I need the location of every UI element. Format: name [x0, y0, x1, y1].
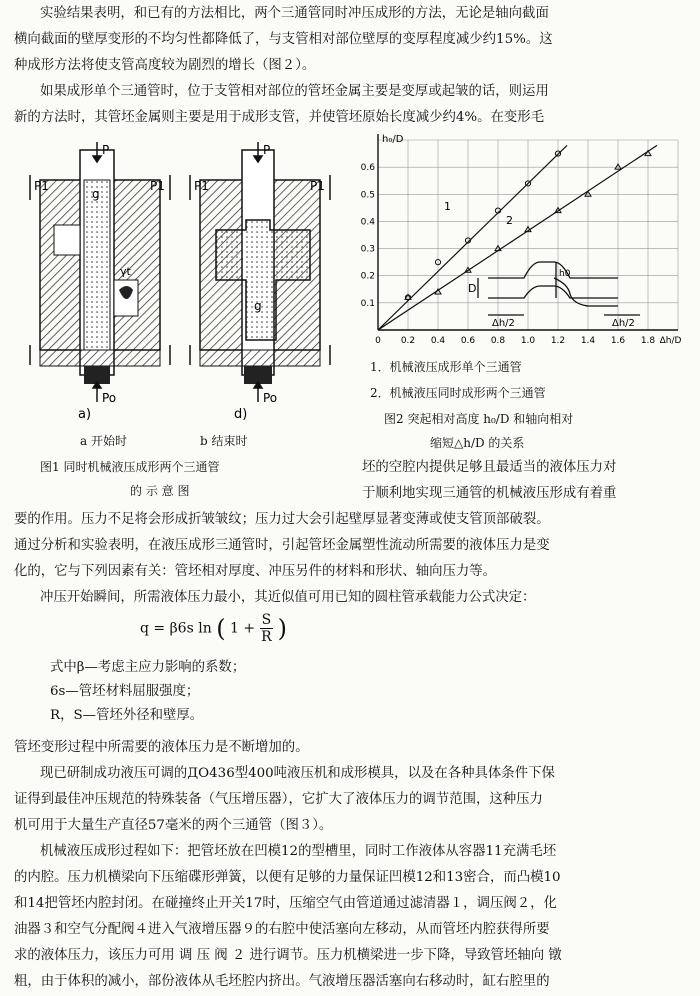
para3-line3: 化的，它与下列因素有关：管坯相对厚度、冲压另件的材料和形状、轴向压力等。	[14, 564, 497, 579]
y-tick-label: 0.3	[360, 244, 375, 255]
y-tick-label: 0.2	[360, 271, 375, 282]
formula-den: R	[261, 629, 272, 645]
fig2-legend2: 2．机械液压同时成形两个三通管	[370, 386, 546, 400]
para1-line3: 种成形方法将使支管高度较为剧烈的增长（图２）。	[14, 58, 316, 73]
para7-line1: 机械液压成形过程如下：把管坯放在凹模12的型槽里，同时工作液体从容器11充满毛坯	[40, 844, 557, 859]
fig1-caption: 图1 同时机械液压成形两个三通管	[40, 460, 220, 474]
figure1-diagram	[20, 140, 350, 430]
para6-line2: 证得到最佳冲压规范的特殊装备（气压增压器），它扩大了液体压力的调节范围，这种压力	[14, 792, 543, 807]
x-tick-label: 1.2	[550, 336, 566, 346]
x-tick-label: 0	[375, 336, 381, 346]
para6-line1: 现已研制成功液压可调的ДО436型400吨液压机和成形模具，以及在各种具体条件下保	[40, 766, 555, 781]
die-end	[200, 150, 320, 384]
x-tick-label: 1.6	[610, 336, 626, 346]
fig1-sub-a: a 开始时	[80, 434, 127, 448]
def1: 式中β—考虑主应力影响的系数；	[50, 660, 246, 675]
fig2-legend1: 1．机械液压成形单个三通管	[370, 360, 522, 374]
para7-line4: 油器３和空气分配阀４进入气液增压器９的右腔中使活塞向左移动，从而管坯内腔获得所要	[14, 922, 550, 937]
y-tick-label: 0.6	[360, 163, 375, 174]
x-tick-label: 1.4	[580, 336, 596, 346]
inset-h0: h0	[559, 269, 571, 279]
x-tick-label: 1.8	[640, 336, 656, 346]
formula-one: 1 +	[230, 620, 256, 637]
inset-d: D	[468, 282, 477, 295]
x-tick-label: 0.2	[400, 336, 416, 346]
x-tick-label: 1.0	[520, 336, 536, 346]
x-tick-label: 0.6	[460, 336, 476, 346]
formula-num: S	[261, 612, 272, 628]
label-p1-b-right: P1	[310, 179, 325, 193]
y-tick-label: 0.5	[360, 190, 375, 201]
def2: 6s—管坯材料屈服强度；	[50, 684, 200, 699]
label-g-b: g	[254, 299, 262, 313]
para4: 冲压开始瞬间，所需液体压力最小，其近似值可用已知的圆柱管承载能力公式决定：	[40, 590, 536, 605]
label-b: d)	[234, 407, 248, 422]
fig1-sub-b: b 结束时	[200, 434, 248, 448]
para3-right-line1: 坯的空腔内提供足够且最适当的液体压力对	[362, 460, 617, 475]
x-tick-label: 0.8	[490, 336, 506, 346]
figure2-chart	[356, 130, 692, 348]
curve1-label: 1	[444, 200, 451, 213]
para7-line6: 粗，由于体积的减小，部份液体从毛坯腔内挤出。气液增压器活塞向右移动时，缸右腔里的	[14, 974, 550, 989]
label-p-b: P	[263, 143, 271, 157]
series-1-line	[378, 145, 567, 330]
formula: q = β6s ln ( 1 + $\frac{S}{R}$ )	[140, 612, 287, 645]
inset-dh2-right: Δh/2	[612, 318, 635, 329]
fig2-caption2: 缩短△h/D 的关系	[430, 436, 525, 450]
inset-dh2-left: Δh/2	[492, 318, 515, 329]
fig1-caption2: 的 示 意 图	[130, 484, 190, 498]
label-p1-a-right: P1	[150, 179, 165, 193]
para6-line3: 机可用于大量生产直径57毫米的两个三通管（图３）。	[14, 818, 333, 833]
y-tick-label: 0.1	[360, 298, 375, 309]
curve2-label: 2	[506, 214, 513, 227]
chart-ticks	[361, 134, 682, 346]
para3-line2: 通过分析和实验表明，在液压成形三通管时，引起管坯金属塑性流动所需要的液体压力是变	[14, 538, 550, 553]
para7-line2: 的内腔。压力机横梁向下压缩碟形弹簧，以便有足够的力量保证凹模12和13密合，而凸模10	[14, 870, 561, 885]
label-vt: γt	[120, 265, 131, 278]
label-a: a)	[78, 407, 92, 422]
y-tick-label: 0.4	[360, 217, 375, 228]
formula-lhs: q = β6s ln	[140, 620, 212, 637]
label-po-b: Po	[263, 391, 278, 405]
label-g-a: g	[92, 187, 100, 201]
label-p1-b-left: P1	[194, 179, 209, 193]
chart-grid	[378, 140, 678, 330]
def3: R，S—管坯外径和壁厚。	[50, 708, 204, 723]
die-start	[40, 150, 160, 384]
para1-line2: 横向截面的壁厚变形的不均匀性都降低了，与支管相对部位壁厚的变厚程度减少约15%。这	[14, 32, 553, 47]
series-2-line	[378, 145, 657, 330]
chart-lines	[378, 145, 657, 330]
y-axis-label: h₀/D	[382, 134, 404, 145]
label-po-a: Po	[102, 391, 117, 405]
para7-line5: 求的液体压力，该压力可用 调 压 阀 ２ 进行调节。压力机横梁进一步下降，导致管坯轴向 镦	[14, 948, 562, 963]
fig2-caption: 图2 突起相对高度 h₀/D 和轴向相对	[384, 412, 574, 426]
para2-line1: 如果成形单个三通管时，位于支管相对部位的管坯金属主要是变厚或起皱的话，则运用	[40, 84, 549, 99]
para7-line3: 和14把管坯内腔封闭。在碰撞终止开关17时，压缩空气由管道通过滤清器１，调压阀２，化	[14, 896, 557, 911]
x-tick-label: Δh/D	[659, 336, 682, 346]
label-p-a: P	[102, 143, 110, 157]
para1-line1: 实验结果表明，和已有的方法相比，两个三通管同时冲压成形的方法，无论是轴向截面	[40, 6, 549, 21]
para2-line2: 新的方法时，其管坯金属则主要是用于成形支管，并使管坯原始长度减少约4%。在变形毛	[14, 110, 545, 125]
para3-right-line2: 于顺利地实现三通管的机械液压形成有着重	[362, 486, 617, 501]
label-p1-a-left: P1	[34, 179, 49, 193]
para5: 管坯变形过程中所需要的液体压力是不断增加的。	[14, 740, 309, 755]
para3-line1: 要的作用。压力不足将会形成折皱皱纹；压力过大会引起壁厚显著变薄或使支管顶部破裂。	[14, 512, 550, 527]
x-tick-label: 0.4	[430, 336, 446, 346]
